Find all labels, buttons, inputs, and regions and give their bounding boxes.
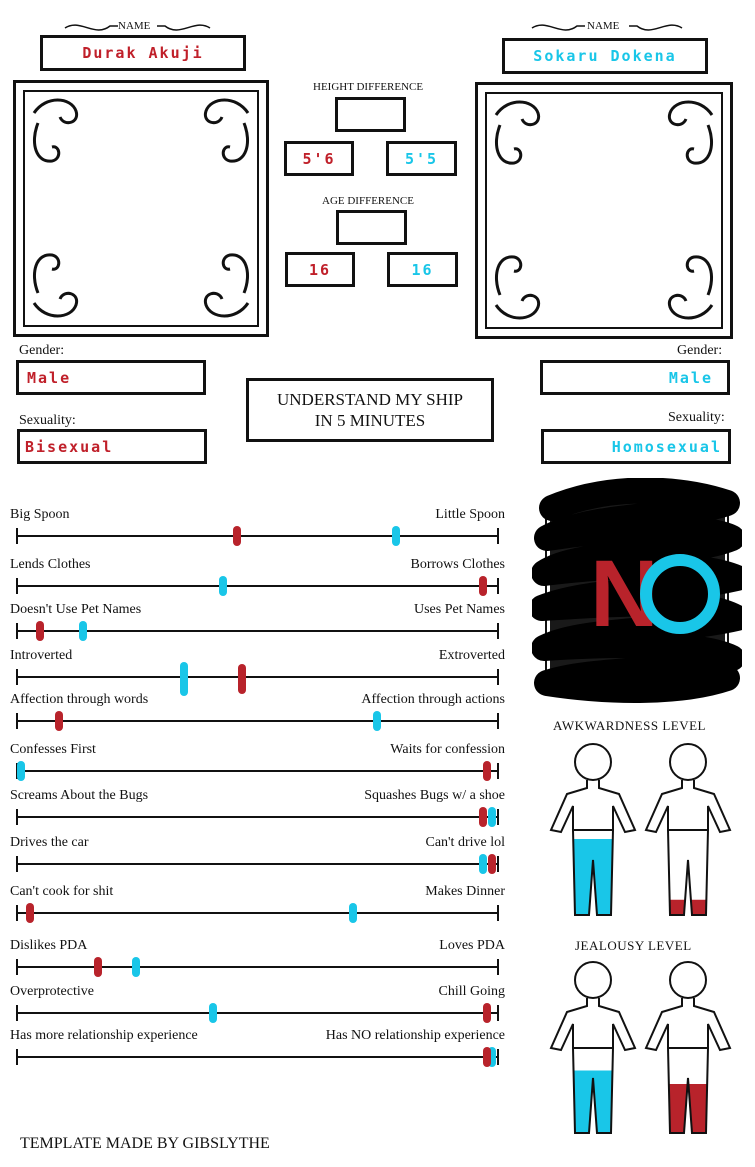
left-name-value: Durak Akuji [82,44,204,62]
age-difference-label: AGE DIFFERENCE [322,195,414,207]
scale-row [10,884,505,930]
scale-left-label: Big Spoon [10,507,70,522]
scale-tick-right [497,763,499,779]
scale-right-label: Borrows Clothes [410,557,505,572]
left-age-field[interactable] [285,252,355,287]
right-sexuality-label: Sexuality: [668,410,725,425]
scale-line [16,770,497,772]
scale-tick-left [16,669,18,685]
scale-line [16,630,497,632]
awkwardness-label: AWKWARDNESS LEVEL [553,718,706,733]
red-marker[interactable] [55,711,63,731]
scale-tick-left [16,713,18,729]
scale-row [10,742,505,788]
blue-marker[interactable] [349,903,357,923]
right-gender-field[interactable] [540,360,730,395]
scale-left-label: Drives the car [10,835,89,850]
scale-line [16,912,497,914]
blue-marker[interactable] [17,761,25,781]
scale-row [10,984,505,1030]
scribbled-box [532,478,742,703]
scale-left-label: Introverted [10,648,73,663]
scale-tick-right [497,1005,499,1021]
right-sexuality-value: Homosexual [611,437,722,456]
scale-line [16,1012,497,1014]
corner-flourish-icon [478,85,730,335]
scale-right-label: Uses Pet Names [414,602,505,617]
blue-marker[interactable] [373,711,381,731]
scale-left-label: Lends Clothes [10,557,91,572]
scale-line [16,720,497,722]
scale-tick-right [497,905,499,921]
left-sexuality-field[interactable] [17,429,207,464]
jealousy-label: JEALOUSY LEVEL [575,938,692,953]
left-height-value: 5'6 [302,149,336,168]
left-name-header [60,16,215,36]
right-picture-frame [475,82,733,339]
scale-line [16,676,497,678]
right-age-field[interactable] [387,252,458,287]
left-gender-value: Male [27,368,72,387]
scale-tick-left [16,905,18,921]
blue-marker[interactable] [180,662,188,696]
scribble-letter-n: N [590,541,659,647]
right-sexuality-field[interactable] [541,429,731,464]
scale-tick-left [16,1049,18,1065]
scale-tick-right [497,959,499,975]
scale-left-label: Confesses First [10,742,96,757]
person-outline-icon [538,958,743,1158]
red-marker[interactable] [238,664,246,694]
title-line-2: IN 5 MINUTES [314,411,426,430]
height-difference-label: HEIGHT DIFFERENCE [313,81,424,93]
right-name-field[interactable] [502,38,708,74]
scale-left-label: Overprotective [10,984,94,999]
left-gender-label: Gender: [19,343,65,358]
scale-right-label: Squashes Bugs w/ a shoe [364,788,505,803]
scale-row [10,1028,505,1074]
name-label: NAME [587,20,620,32]
scale-tick-left [16,1005,18,1021]
blue-marker[interactable] [479,854,487,874]
scale-tick-right [497,1049,499,1065]
scale-right-label: Little Spoon [435,507,505,522]
footer-credit: TEMPLATE MADE BY GIBSLYTHE [20,1135,270,1152]
awkwardness-figures [538,740,743,925]
scale-row [10,938,505,984]
scale-right-label: Loves PDA [439,938,505,953]
left-sexuality-label: Sexuality: [19,413,76,428]
blue-marker[interactable] [79,621,87,641]
page-title [246,378,494,442]
scale-line [16,863,497,865]
scale-tick-right [497,856,499,872]
scale-tick-left [16,959,18,975]
red-marker[interactable] [483,1047,491,1067]
scale-left-label: Affection through words [10,692,149,707]
scale-right-label: Can't drive lol [425,835,505,850]
scale-tick-left [16,809,18,825]
right-gender-label: Gender: [677,343,723,358]
red-marker[interactable] [233,526,241,546]
blue-marker[interactable] [488,807,496,827]
blue-marker[interactable] [209,1003,217,1023]
scale-tick-left [16,856,18,872]
scale-line [16,535,497,537]
scale-tick-right [497,713,499,729]
left-gender-field[interactable] [16,360,206,395]
blue-marker[interactable] [219,576,227,596]
right-name-value: Sokaru Dokena [533,47,677,65]
right-gender-value: Male [668,368,713,387]
scale-line [16,585,497,587]
scale-tick-left [16,528,18,544]
scale-row [10,557,505,603]
scale-left-label: Dislikes PDA [10,938,88,953]
red-marker[interactable] [483,761,491,781]
red-marker[interactable] [94,957,102,977]
age-difference-field[interactable] [336,210,407,245]
scale-tick-right [497,623,499,639]
left-picture-frame [13,80,269,337]
blue-marker[interactable] [132,957,140,977]
title-line-1: UNDERSTAND MY SHIP [277,390,463,409]
scale-row [10,602,505,648]
red-marker[interactable] [479,576,487,596]
right-height-field[interactable] [386,141,457,176]
scale-right-label: Makes Dinner [425,884,505,899]
left-height-field[interactable] [284,141,354,176]
scale-tick-left [16,578,18,594]
name-label: NAME [118,20,151,32]
red-marker[interactable] [488,854,496,874]
person-outline-icon [538,740,743,925]
left-name-field[interactable] [40,35,246,71]
scale-tick-left [16,623,18,639]
scale-left-label: Can't cook for shit [10,884,114,899]
scale-right-label: Has NO relationship experience [325,1028,505,1043]
scale-right-label: Extroverted [438,648,505,663]
scale-row [10,507,505,553]
scale-row [10,788,505,834]
jealousy-figures [538,958,743,1158]
scale-row [10,835,505,881]
right-age-value: 16 [411,260,434,279]
red-marker[interactable] [483,1003,491,1023]
scale-line [16,966,497,968]
scale-line [16,1056,497,1058]
red-marker[interactable] [26,903,34,923]
scale-right-label: Waits for confession [390,742,505,757]
blue-marker[interactable] [392,526,400,546]
scale-row [10,648,505,694]
scale-tick-right [497,578,499,594]
scale-tick-right [497,809,499,825]
height-difference-field[interactable] [335,97,406,132]
corner-flourish-icon [16,83,266,333]
red-marker[interactable] [479,807,487,827]
left-sexuality-value: Bisexual [25,437,114,456]
left-age-value: 16 [308,260,332,279]
scale-tick-right [497,528,499,544]
right-name-header [527,16,687,36]
scribble-icon [532,478,742,703]
scale-right-label: Chill Going [438,984,505,999]
scale-left-label: Doesn't Use Pet Names [10,602,142,617]
scale-left-label: Screams About the Bugs [10,788,149,803]
right-height-value: 5'5 [404,149,439,168]
scale-line [16,816,497,818]
scale-left-label: Has more relationship experience [10,1028,198,1043]
red-marker[interactable] [36,621,44,641]
scale-row [10,692,505,738]
scale-tick-right [497,669,499,685]
scale-right-label: Affection through actions [361,692,505,707]
